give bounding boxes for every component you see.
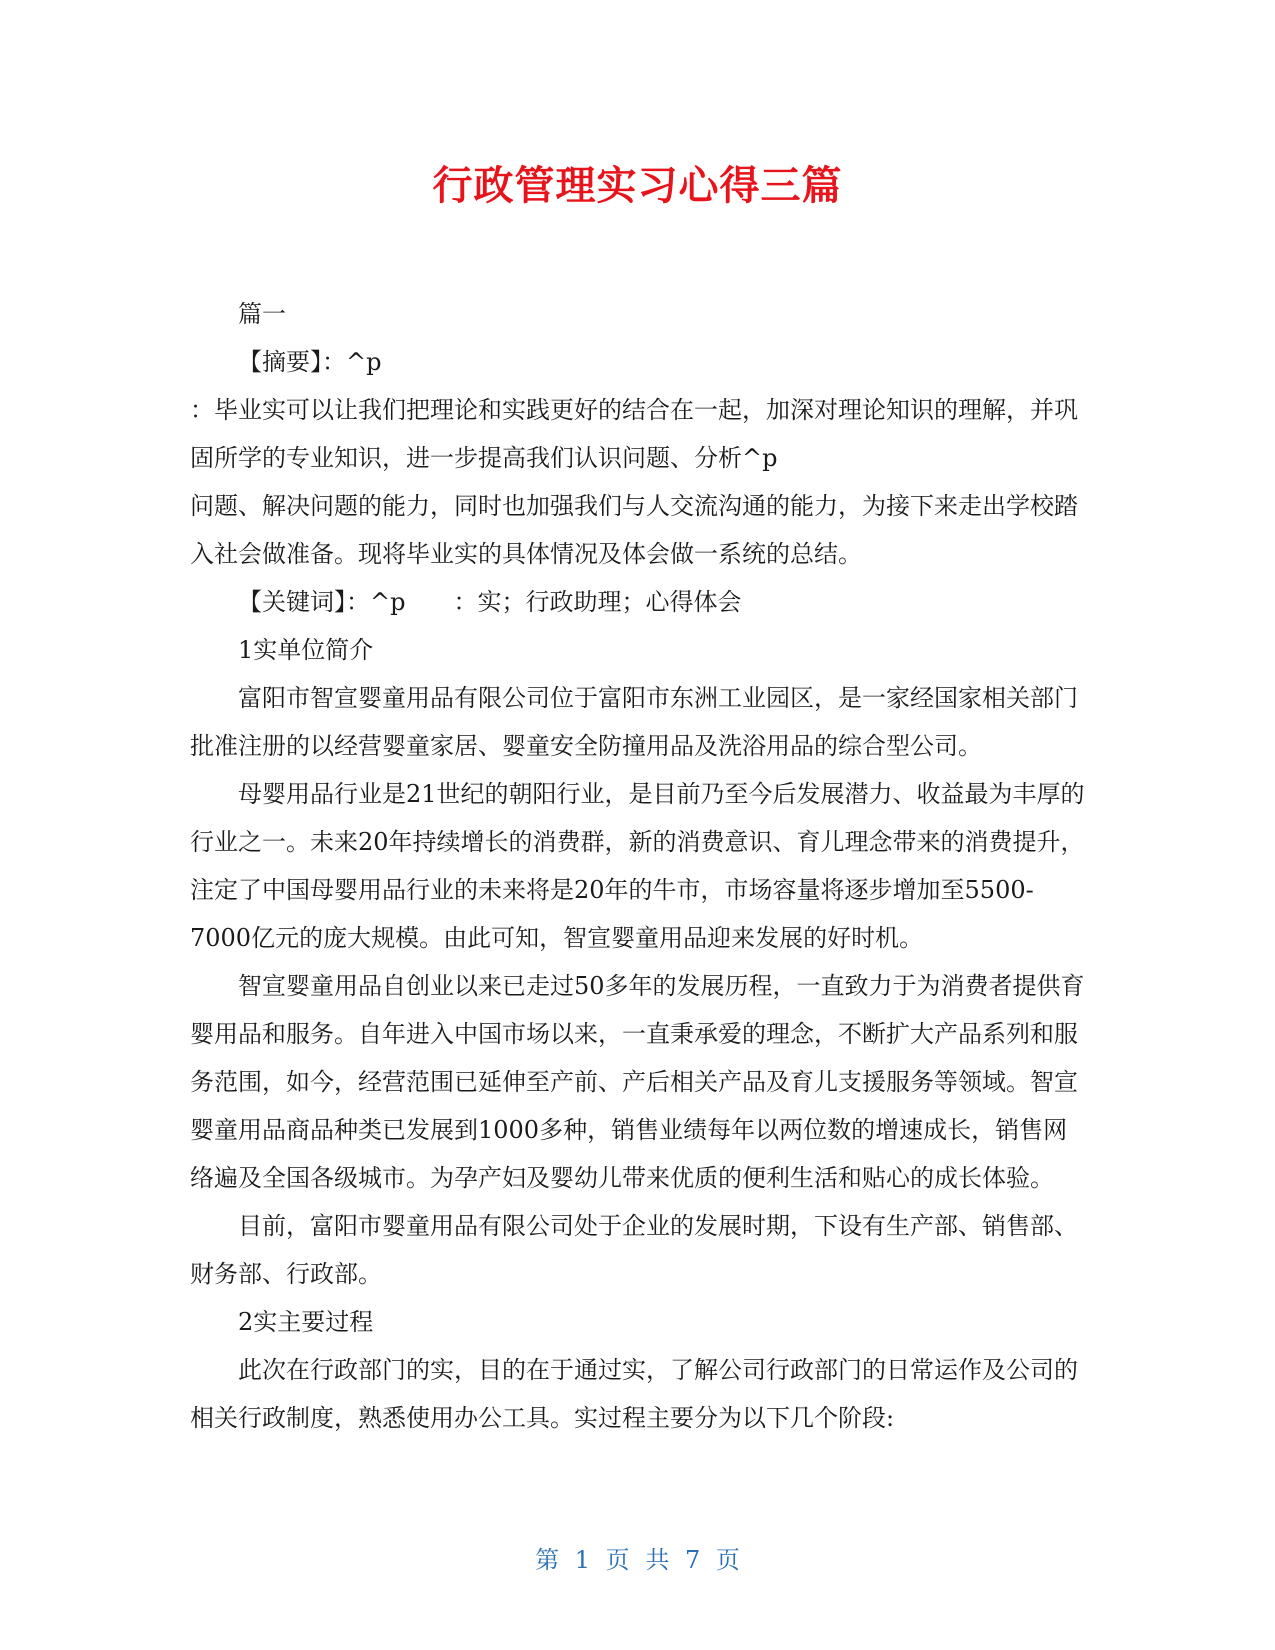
paragraph-departments: 目前，富阳市婴童用品有限公司处于企业的发展时期，下设有生产部、销售部、财务部、行政部。: [190, 1212, 1078, 1288]
footer-word-ye: 页: [605, 1546, 630, 1574]
footer-word-di: 第: [535, 1546, 560, 1574]
paragraph-process: 此次在行政部门的实，目的在于通过实，了解公司行政部门的日常运作及公司的相关行政制度，熟悉使用办公工具。实过程主要分为以下几个阶段:: [190, 1356, 1078, 1432]
paragraph-heading-1: 1实单位简介: [238, 636, 374, 664]
paragraph-abstract-text-2: 问题、解决问题的能力，同时也加强我们与人交流沟通的能力，为接下来走出学校踏入社会做准备。现将毕业实的具体情况及体会做一系统的总结。: [190, 492, 1078, 568]
paragraph-section-heading: 篇一: [238, 300, 286, 328]
paragraph-heading-2: 2实主要过程: [238, 1308, 374, 1336]
paragraph-abstract-label: 【摘要】：^p: [238, 348, 382, 376]
page-footer: [0, 1545, 1275, 1575]
paragraph-company-intro: 富阳市智宣婴童用品有限公司位于富阳市东洲工业园区，是一家经国家相关部门批准注册的以经营婴童家居、婴童安全防撞用品及洗浴用品的综合型公司。: [190, 684, 1078, 760]
paragraph-industry: 母婴用品行业是21世纪的朝阳行业，是目前乃至今后发展潜力、收益最为丰厚的行业之一。未来20年持续增长的消费群，新的消费意识、育儿理念带来的消费提升，注定了中国母婴用品行业的未来将是20年的牛市，市场容量将逐步增加至5500-7000亿元的庞大规模。由此可知，智宣婴童用品迎来发展的好时机。: [190, 780, 1085, 952]
footer-word-gong: 共: [645, 1546, 670, 1574]
footer-word-ye-2: 页: [715, 1546, 740, 1574]
paragraph-abstract-text-1: ：毕业实可以让我们把理论和实践更好的结合在一起，加深对理论知识的理解，并巩固所学的专业知识，进一步提高我们认识问题、分析^p: [190, 396, 1078, 472]
document-body: [190, 290, 1090, 1442]
paragraph-keywords: 【关键词】：^p ：实；行政助理；心得体会: [238, 588, 742, 616]
footer-total-pages: 7: [684, 1546, 701, 1574]
document-title: 行政管理实习心得三篇: [432, 163, 843, 209]
paragraph-history: 智宣婴童用品自创业以来已走过50多年的发展历程，一直致力于为消费者提供育婴用品和服务。自年进入中国市场以来，一直秉承爱的理念，不断扩大产品系列和服务范围，如今，经营范围已延伸至产前、产后相关产品及育儿支援服务等领域。智宣婴童用品商品种类已发展到1000多种，销售业绩每年以两位数的增速成长，销售网络遍及全国各级城市。为孕产妇及婴幼儿带来优质的便利生活和贴心的成长体验。: [190, 972, 1085, 1192]
footer-page-number: 1: [574, 1546, 591, 1574]
